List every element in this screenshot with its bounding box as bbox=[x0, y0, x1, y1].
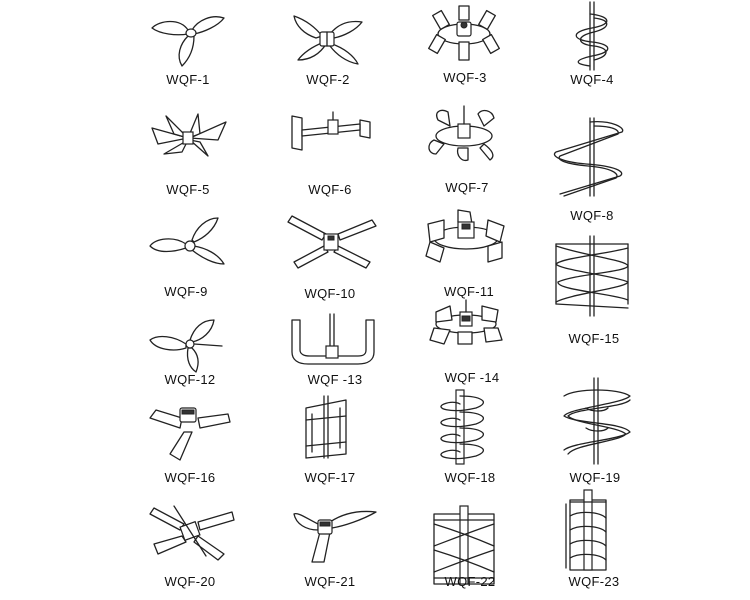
draft-tube-screw-icon bbox=[550, 490, 660, 570]
screw-conveyor-icon bbox=[420, 390, 530, 470]
label-wqf-13: WQF -13 bbox=[307, 372, 363, 387]
label-wqf-5: WQF-5 bbox=[166, 182, 210, 197]
label-wqf-18: WQF-18 bbox=[444, 470, 496, 485]
two-blade-propeller-icon bbox=[282, 504, 392, 584]
label-wqf-7: WQF-7 bbox=[445, 180, 489, 195]
label-wqf-22: WQF-22 bbox=[444, 574, 496, 589]
pitched-disc-turbine-icon bbox=[414, 300, 524, 380]
label-wqf-16: WQF-16 bbox=[164, 470, 216, 485]
double-helical-ribbon-icon bbox=[546, 236, 656, 316]
label-wqf-14: WQF -14 bbox=[444, 370, 500, 385]
label-wqf-11: WQF-11 bbox=[444, 284, 494, 299]
label-wqf-15: WQF-15 bbox=[568, 331, 620, 346]
label-wqf-19: WQF-19 bbox=[569, 470, 621, 485]
screw-impeller-icon bbox=[540, 2, 650, 82]
label-wqf-3: WQF-3 bbox=[443, 70, 487, 85]
label-wqf-6: WQF-6 bbox=[308, 182, 352, 197]
label-wqf-17: WQF-17 bbox=[304, 470, 356, 485]
frame-agitator-icon bbox=[292, 396, 402, 476]
label-wqf-4: WQF-4 bbox=[570, 72, 614, 87]
label-wqf-2: WQF-2 bbox=[306, 72, 350, 87]
pitched-blade-turbine-icon bbox=[138, 108, 248, 188]
label-wqf-1: WQF-1 bbox=[166, 72, 210, 87]
paddle-agitator-icon bbox=[284, 108, 394, 188]
curved-disc-turbine-icon bbox=[414, 104, 524, 184]
label-wqf-12: WQF-12 bbox=[164, 372, 216, 387]
helical-ribbon-icon bbox=[546, 118, 656, 198]
label-wqf-9: WQF-9 bbox=[164, 284, 208, 299]
label-wqf-21: WQF-21 bbox=[304, 574, 356, 589]
four-blade-pitched-turbine-icon bbox=[140, 500, 250, 580]
label-wqf-20: WQF-20 bbox=[164, 574, 216, 589]
four-blade-flat-turbine-icon bbox=[282, 212, 392, 292]
disc-turbine-icon bbox=[414, 208, 524, 288]
label-wqf-23: WQF-23 bbox=[568, 574, 620, 589]
three-blade-propeller-icon bbox=[140, 214, 250, 294]
label-wqf-8: WQF-8 bbox=[570, 208, 614, 223]
helical-ribbon-screw-icon bbox=[546, 378, 656, 458]
label-wqf-10: WQF-10 bbox=[304, 286, 356, 301]
